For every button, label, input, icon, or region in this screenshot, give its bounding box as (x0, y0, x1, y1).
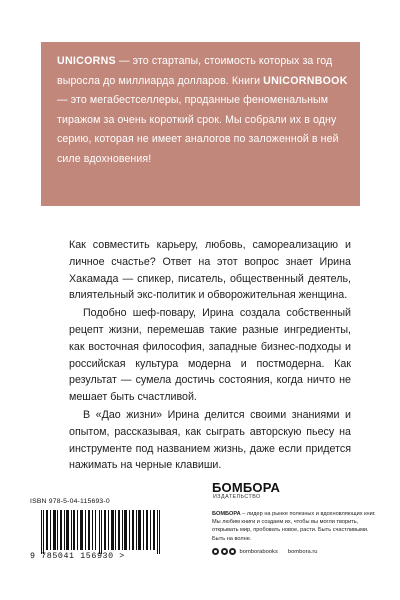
facebook-icon[interactable] (212, 548, 219, 555)
description-paragraph-2: Подобно шеф-повару, Ирина создала собственный рецепт жизни, перемешав такие разные ингредиенты, как восточная философия, западные бизнес-подходы и российская культура модерна и постмодерна. Как результат — сумела достичь состояния, когда ничто не мешает быть счастливой. (69, 307, 351, 404)
publisher-website[interactable]: bombora.ru (287, 548, 318, 555)
brand-unicornbook: UNICORNBOOK (263, 74, 348, 87)
series-banner-text (57, 52, 349, 169)
series-banner (41, 42, 360, 206)
publisher-name: БОМБОРА (212, 480, 281, 495)
publisher-subtitle: ИЗДАТЕЛЬСТВО (213, 494, 261, 500)
banner-text-1: — это стартапы, стоимость которых за год выросла до миллиарда долларов. Книги (57, 55, 333, 87)
barcode-digits: 9 785041 156930 > (30, 552, 125, 561)
brand-unicorns: UNICORNS (57, 55, 116, 67)
publisher-social (212, 547, 318, 556)
instagram-icon[interactable] (229, 548, 236, 555)
publisher-logo (212, 480, 281, 504)
barcode-block (30, 498, 173, 564)
publisher-desc-brand: БОМБОРА (212, 511, 241, 517)
vk-icon[interactable] (221, 548, 228, 555)
social-handle[interactable]: bomborabooks (239, 548, 278, 555)
publisher-description (212, 510, 382, 543)
banner-text-2: — это мегабестселлеры, проданные феноменальным тиражом за очень короткий срок. Мы собрали их в одну серию, которая не имеет аналогов по заложенной в ней силе вдохновения! (57, 94, 339, 165)
barcode-icon (33, 510, 171, 554)
publisher-desc-text: – лидер на рынке полезных и вдохновляющих книг. Мы любим книги и создаем их, чтобы вы могли творить, открывать мир, пробовать новое, расти. Быть счастливыми. Быть на волне. (212, 511, 376, 542)
book-description (69, 237, 351, 474)
description-paragraph-3: В «Дао жизни» Ирина делится своими знаниями и опытом, рассказывая, как сыграть авторскую пьесу на инструменте под названием жизнь, даже если придется нажимать на черные клавиши. (69, 408, 351, 472)
description-paragraph-1: Как совместить карьеру, любовь, самореализацию и личное счастье? Ответ на этот вопрос знает Ирина Хакамада — спикер, писатель, общественный деятель, влиятельный экс-политик и обворожительная женщина. (69, 239, 351, 302)
isbn-number: ISBN 978-5-04-115693-0 (30, 498, 110, 505)
